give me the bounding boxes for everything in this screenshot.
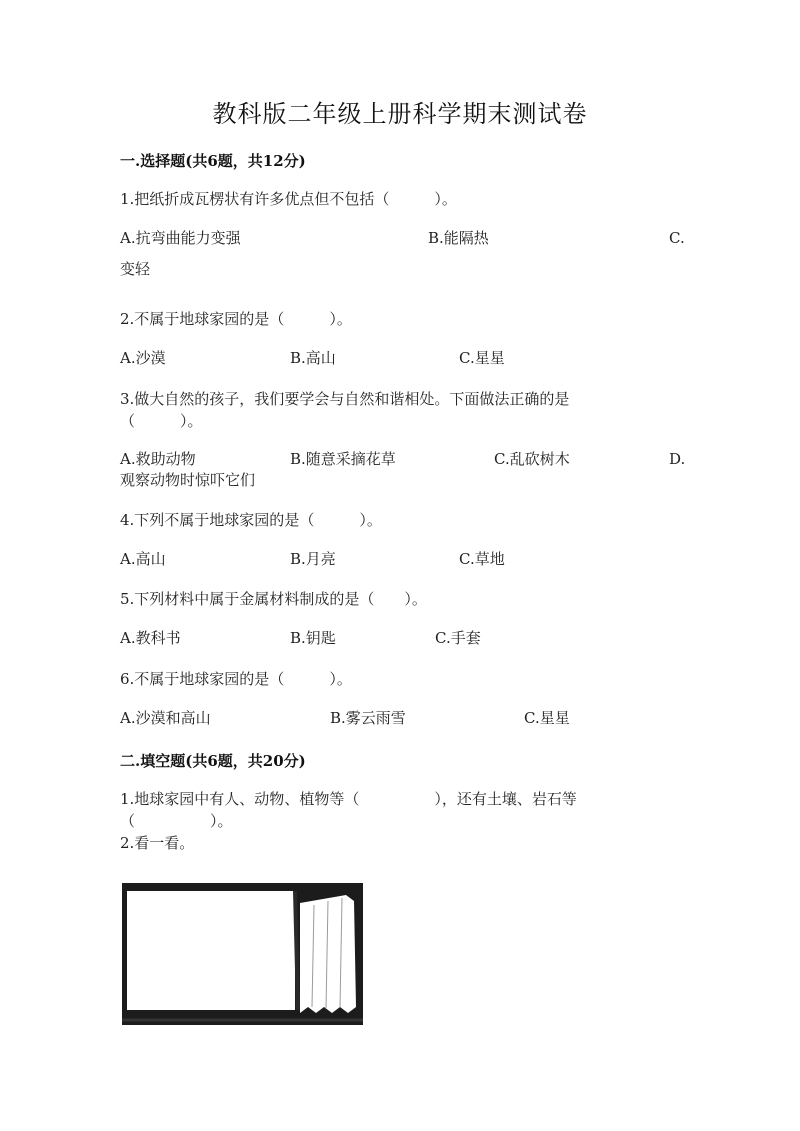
fill-question-1: [120, 788, 577, 832]
q2-option-c: C.星星: [459, 349, 505, 367]
section-heading-fill: 二.填空题(共6题，共20分): [120, 752, 306, 770]
q2-option-b: B.高山: [290, 349, 336, 367]
question-1: 1.把纸折成瓦楞状有许多优点但不包括（ ）。: [120, 190, 457, 208]
q4-option-b: B.月亮: [290, 550, 336, 568]
folded-paper-figure: [122, 883, 363, 1025]
q5-option-b: B.钥匙: [290, 629, 336, 647]
q3-option-c: C.乱砍树木: [494, 450, 570, 468]
question-4: 4.下列不属于地球家园的是（ ）。: [120, 511, 382, 529]
q1-option-a: A.抗弯曲能力变强: [120, 229, 241, 247]
question-5: 5.下列材料中属于金属材料制成的是（ ）。: [120, 590, 427, 608]
q5-option-c: C.手套: [435, 629, 481, 647]
q6-option-c: C.星星: [524, 709, 570, 727]
figure-white-panel: [127, 891, 295, 1010]
q4-option-a: A.高山: [120, 550, 166, 568]
section-heading-choice: 一.选择题(共6题，共12分): [120, 152, 306, 170]
fill-question-1-line-1: 1.地球家园中有人、动物、植物等（ ），还有土壤、岩石等: [120, 790, 577, 808]
q2-option-a: A.沙漠: [120, 349, 166, 367]
question-6: 6.不属于地球家园的是（ ）。: [120, 670, 352, 688]
question-3: [120, 388, 569, 432]
question-2: 2.不属于地球家园的是（ ）。: [120, 310, 352, 328]
fill-question-2: 2.看一看。: [120, 834, 195, 852]
q1-option-c: C.: [669, 229, 685, 247]
q5-option-a: A.教科书: [120, 629, 181, 647]
question-3-line-2: （ ）。: [120, 412, 203, 430]
q1-option-c-continued: 变轻: [120, 260, 151, 278]
q3-option-a: A.救助动物: [120, 450, 196, 468]
question-3-line-1: 3.做大自然的孩子，我们要学会与自然和谐相处。下面做法正确的是: [120, 390, 570, 408]
q4-option-c: C.草地: [459, 550, 505, 568]
q6-option-a: A.沙漠和高山: [120, 709, 211, 727]
page-title: 教科版二年级上册科学期末测试卷: [212, 100, 588, 128]
fill-question-1-line-2: （ ）。: [120, 812, 233, 830]
q6-option-b: B.雾云雨雪: [330, 709, 406, 727]
q1-option-b: B.能隔热: [428, 229, 489, 247]
q3-option-d-continued: 观察动物时惊吓它们: [120, 471, 256, 489]
q3-option-d: D.: [669, 450, 686, 468]
q3-option-b: B.随意采摘花草: [290, 450, 396, 468]
